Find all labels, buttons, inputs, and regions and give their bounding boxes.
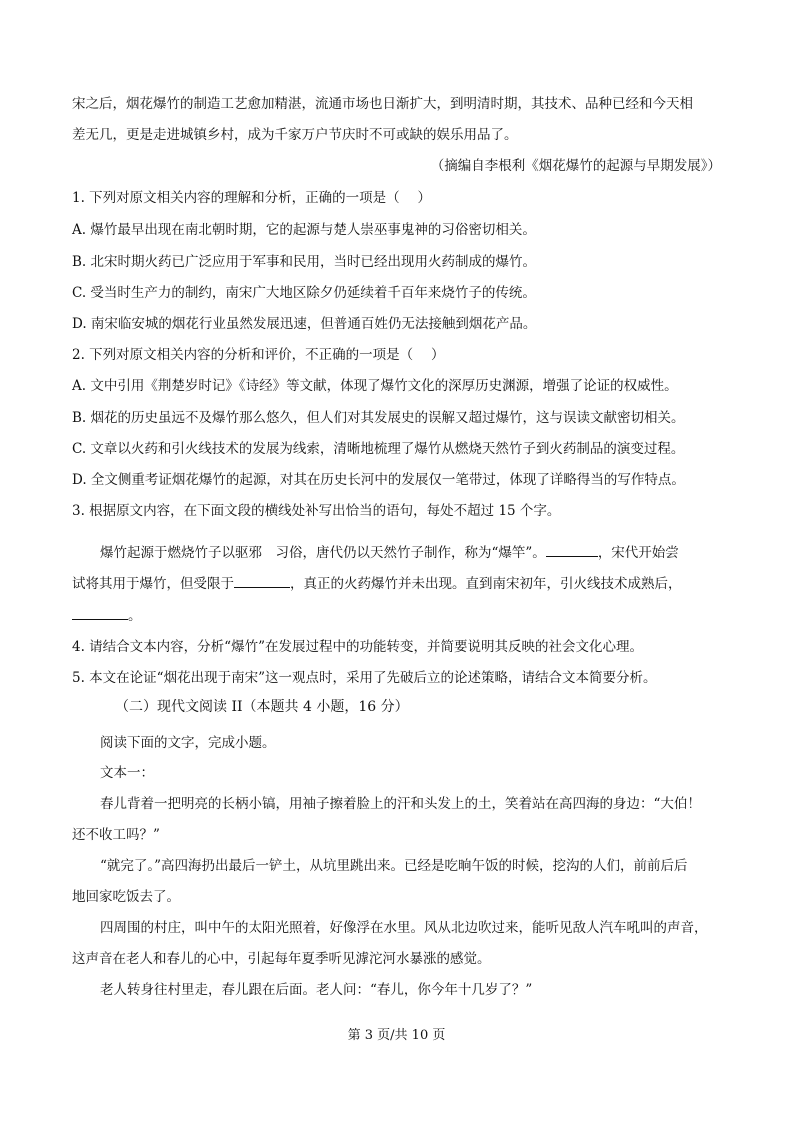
source-citation: （摘编自李根利《烟花爆竹的起源与早期发展》） (430, 158, 721, 174)
question-2-option-a: A. 文中引用《荆楚岁时记》《诗经》等文献，体现了爆竹文化的深厚历史渊源，增强了论证的权威性。 (72, 378, 678, 394)
story-paragraph-line: 地回家吃饭去了。 (72, 889, 180, 905)
section-instruction: 阅读下面的文字，完成小题。 (100, 735, 276, 751)
fill-in-line-1 (100, 542, 743, 563)
question-3-stem: 3. 根据原文内容，在下面文段的横线处补写出恰当的语句，每处不超过 15 个字。 (72, 503, 561, 519)
fill-in-text: 。 (128, 608, 142, 624)
story-paragraph-line: 老人转身往村里走，春儿跟在后面。老人问：“春儿，你今年十几岁了？” (100, 982, 533, 998)
fill-in-line-2 (72, 573, 743, 594)
question-1-option-a: A. 爆竹最早出现在南北朝时期，它的起源与楚人崇巫事鬼神的习俗密切相关。 (72, 222, 536, 238)
question-2-stem: 2. 下列对原文相关内容的分析和评价，不正确的一项是（ ） (72, 347, 445, 363)
story-paragraph-line: 春儿背着一把明亮的长柄小镐，用袖子擦着脸上的汗和头发上的土，笑着站在高四海的身边：“大伯！ (100, 796, 701, 812)
question-2-option-b: B. 烟花的历史虽远不及爆竹那么悠久，但人们对其发展史的误解又超过爆竹，这与误读文献密切相关。 (72, 410, 685, 426)
blank-2[interactable] (234, 573, 290, 588)
story-paragraph-line: 四周围的村庄，叫中午的太阳光照着，好像浮在水里。风从北边吹过来，能听见敌人汽车吼叫的声音， (100, 920, 708, 936)
story-paragraph-line: 还不收工吗？” (72, 827, 160, 843)
question-5: 5. 本文在论证“烟花出现于南宋”这一观点时，采用了先破后立的论述策略，请结合文本简要分析。 (72, 670, 657, 686)
fill-in-text: ，真正的火药爆竹并未出现。直到南宋初年，引火线技术成熟后， (290, 576, 682, 592)
question-1-option-c: C. 受当时生产力的制约，南宋广大地区除夕仍延续着千百年来烧竹子的传统。 (72, 285, 536, 301)
blank-3[interactable] (72, 605, 128, 620)
question-2-option-c: C. 文章以火药和引火线技术的发展为线索，清晰地梳理了爆竹从燃烧天然竹子到火药制品的演变过程。 (72, 441, 685, 457)
question-4: 4. 请结合文本内容，分析“爆竹”在发展过程中的功能转变，并简要说明其反映的社会文化心理。 (72, 639, 643, 655)
paragraph-line: 差无几，更是走进城镇乡村，成为千家万户节庆时不可或缺的娱乐用品了。 (72, 127, 518, 143)
question-1-option-b: B. 北宋时期火药已广泛应用于军事和民用，当时已经出现用火药制成的爆竹。 (72, 254, 537, 270)
story-paragraph-line: 这声音在老人和春儿的心中，引起每年夏季听见滹沱河水暴涨的感觉。 (72, 951, 491, 967)
question-1-option-d: D. 南宋临安城的烟花行业虽然发展迅速，但普通百姓仍无法接触到烟花产品。 (72, 316, 537, 332)
section-heading: （二）现代文阅读 II（本题共 4 小题，16 分） (115, 699, 409, 715)
page-number: 第 3 页/共 10 页 (347, 1028, 446, 1043)
fill-in-line-3 (72, 605, 743, 626)
paragraph-line: 宋之后，烟花爆竹的制造工艺愈加精湛，流通市场也日渐扩大，到明清时期，其技术、品种已经和今天相 (72, 96, 693, 112)
question-2-option-d: D. 全文侧重考证烟花爆竹的起源，对其在历史长河中的发展仅一笔带过，体现了详略得当的写作特点。 (72, 472, 685, 488)
question-1-stem: 1. 下列对原文相关内容的理解和分析，正确的一项是（ ） (72, 190, 431, 206)
story-paragraph-line: “就完了。”高四海扔出最后一铲土，从坑里跳出来。已经是吃晌午饭的时候，挖沟的人们，前前后后 (100, 858, 688, 874)
fill-in-text: 爆竹起源于燃烧竹子以驱邪 习俗，唐代仍以天然竹子制作，称为“爆竿”。 (100, 545, 546, 561)
fill-in-text: 试将其用于爆竹，但受限于 (72, 576, 234, 592)
blank-1[interactable] (546, 542, 598, 557)
text-label: 文本一： (100, 765, 154, 781)
fill-in-text: ，宋代开始尝 (597, 545, 679, 561)
